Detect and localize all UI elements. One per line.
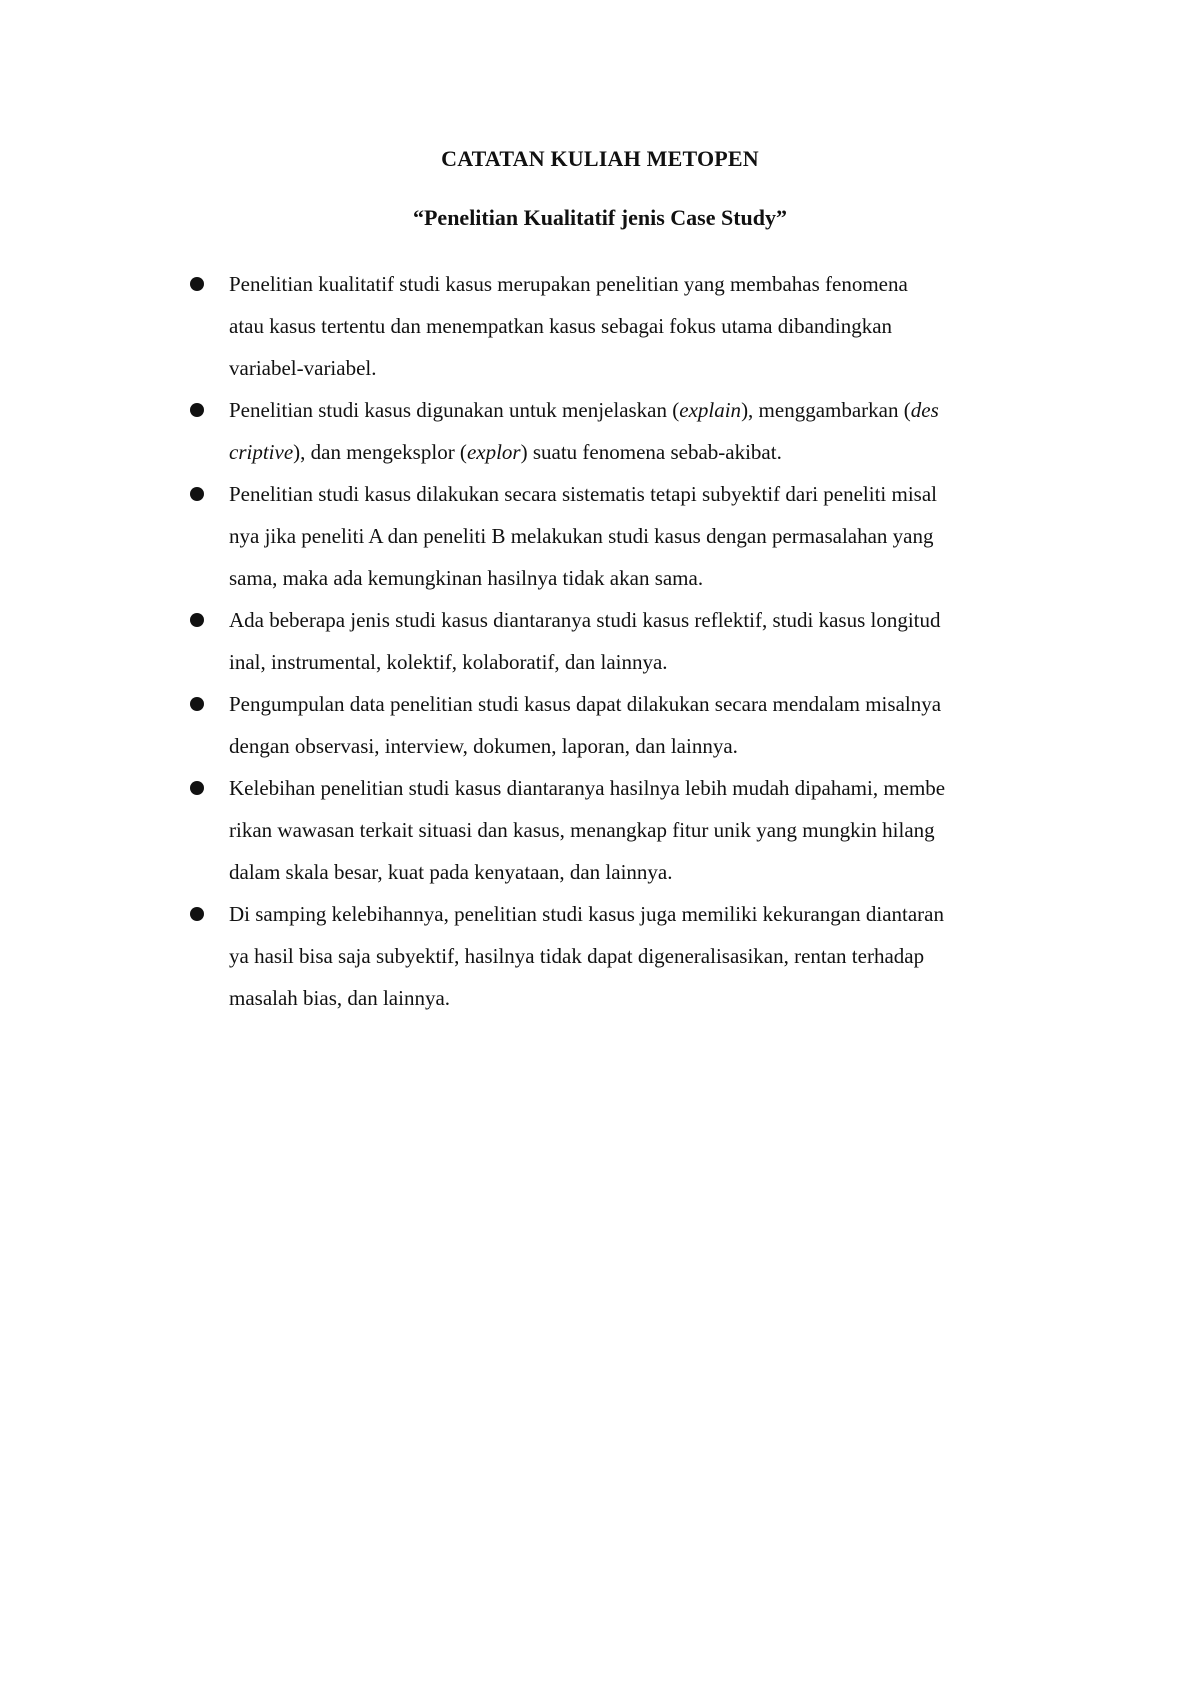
bullet-text-line bbox=[229, 515, 1065, 557]
bullet-text-line bbox=[229, 893, 1065, 935]
text-run: Pengumpulan data penelitian studi kasus dapat dilakukan secara mendalam misalnya bbox=[229, 692, 942, 716]
bullet-item bbox=[185, 263, 1065, 389]
bullet-dot-icon bbox=[190, 781, 204, 795]
bullet-dot-icon bbox=[190, 277, 204, 291]
bullet-text-line bbox=[229, 557, 1065, 599]
bullet-text-line bbox=[229, 935, 1065, 977]
text-run: rikan wawasan terkait situasi dan kasus, menangkap fitur unik yang mungkin hilang bbox=[229, 818, 935, 842]
italic-term: des bbox=[910, 398, 939, 422]
text-run: Penelitian studi kasus digunakan untuk menjelaskan ( bbox=[229, 398, 680, 422]
italic-term: explain bbox=[679, 398, 742, 422]
text-run: nya jika peneliti A dan peneliti B melakukan studi kasus dengan permasalahan yang bbox=[229, 524, 934, 548]
bullet-item bbox=[185, 893, 1065, 1019]
text-run: ) suatu fenomena sebab-akibat. bbox=[520, 440, 782, 464]
bullet-text-line bbox=[229, 683, 1065, 725]
bullet-dot-icon bbox=[190, 907, 204, 921]
bullet-item bbox=[185, 389, 1065, 473]
bullet-item bbox=[185, 767, 1065, 893]
bullet-text-line bbox=[229, 389, 1065, 431]
bullet-item bbox=[185, 683, 1065, 767]
text-run: Ada beberapa jenis studi kasus diantaranya studi kasus reflektif, studi kasus longitud bbox=[229, 608, 941, 632]
page-subtitle: “Penelitian Kualitatif jenis Case Study” bbox=[412, 205, 787, 230]
text-run: Penelitian studi kasus dilakukan secara sistematis tetapi subyektif dari peneliti misal bbox=[229, 482, 938, 506]
bullet-text-line bbox=[229, 851, 1065, 893]
text-run: ), dan mengeksplor ( bbox=[293, 440, 467, 464]
text-run: ya hasil bisa saja subyektif, hasilnya tidak dapat digeneralisasikan, rentan terhadap bbox=[229, 944, 925, 968]
bullet-dot-icon bbox=[190, 487, 204, 501]
bullet-text-line bbox=[229, 347, 1065, 389]
text-run: inal, instrumental, kolektif, kolaboratif, dan lainnya. bbox=[229, 650, 668, 674]
text-run: Kelebihan penelitian studi kasus diantaranya hasilnya lebih mudah dipahami, membe bbox=[229, 776, 946, 800]
bullet-text-line bbox=[229, 263, 1065, 305]
text-run: Di samping kelebihannya, penelitian studi kasus juga memiliki kekurangan diantaran bbox=[229, 902, 944, 926]
bullet-dot-icon bbox=[190, 613, 204, 627]
text-run: variabel-variabel. bbox=[229, 356, 377, 380]
text-run: Penelitian kualitatif studi kasus merupakan penelitian yang membahas fenomena bbox=[229, 272, 908, 296]
bullet-text-line bbox=[229, 305, 1065, 347]
bullet-dot-icon bbox=[190, 403, 204, 417]
page-title: CATATAN KULIAH METOPEN bbox=[441, 146, 759, 171]
bullet-text-line bbox=[229, 977, 1065, 1019]
bullet-dot-icon bbox=[190, 697, 204, 711]
text-run: masalah bias, dan lainnya. bbox=[229, 986, 451, 1010]
italic-term: criptive bbox=[229, 440, 294, 464]
italic-term: explor bbox=[466, 440, 521, 464]
text-run: atau kasus tertentu dan menempatkan kasus sebagai fokus utama dibandingkan bbox=[229, 314, 893, 338]
text-run: sama, maka ada kemungkinan hasilnya tidak akan sama. bbox=[229, 566, 704, 590]
bullet-text-line bbox=[229, 473, 1065, 515]
bullet-text-line bbox=[229, 599, 1065, 641]
bullet-text-line bbox=[229, 809, 1065, 851]
bullet-item bbox=[185, 473, 1065, 599]
text-run: ), menggambarkan ( bbox=[741, 398, 911, 422]
text-run: dengan observasi, interview, dokumen, laporan, dan lainnya. bbox=[229, 734, 738, 758]
bullet-text-line bbox=[229, 641, 1065, 683]
text-run: dalam skala besar, kuat pada kenyataan, dan lainnya. bbox=[229, 860, 673, 884]
bullet-text-line bbox=[229, 767, 1065, 809]
bullet-text-line bbox=[229, 431, 1065, 473]
bullet-list bbox=[185, 263, 1065, 1019]
bullet-item bbox=[185, 599, 1065, 683]
bullet-text-line bbox=[229, 725, 1065, 767]
